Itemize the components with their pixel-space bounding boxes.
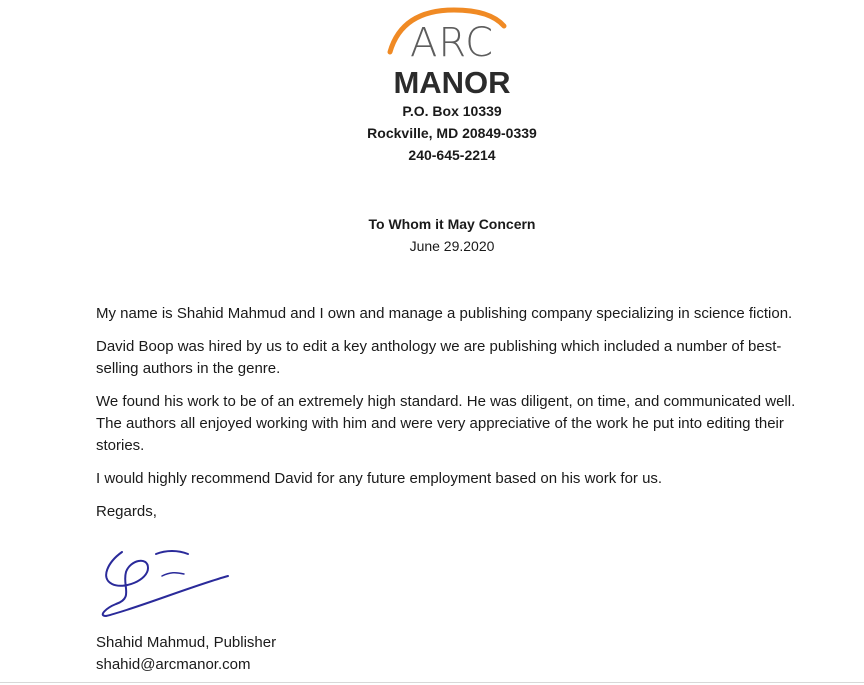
page-bottom-divider [0,682,864,683]
letter-body [96,303,816,534]
phone-number: 240-645-2214 [408,147,496,163]
letter-heading: To Whom it May Concern [368,216,536,232]
paragraph-recommendation: I would highly recommend David for any future employment based on his work for us. [96,470,663,487]
address-line-2: Rockville, MD 20849-0339 [367,125,537,141]
signoff-block [96,632,276,676]
logo-arc-text: ARC [409,20,495,66]
logo-manor-text: MANOR [393,65,511,100]
signer-email: shahid@arcmanor.com [96,656,251,673]
arc-manor-logo [372,4,532,100]
letterhead [0,0,864,166]
paragraph-hire: David Boop was hired by us to edit a key anthology we are publishing which included a number of best-selling authors in the genre. [96,338,782,377]
address-line-1: P.O. Box 10339 [402,103,502,119]
signer-name-title: Shahid Mahmud, Publisher [96,634,277,651]
handwritten-signature [92,540,242,625]
paragraph-intro: My name is Shahid Mahmud and I own and manage a publishing company specializing in science fiction. [96,305,793,322]
paragraph-regards: Regards, [96,503,157,520]
address-block [0,100,864,166]
letter-date: June 29.2020 [409,238,495,254]
salutation-block [0,213,864,257]
paragraph-quality: We found his work to be of an extremely high standard. He was diligent, on time, and communicated well. The authors all enjoyed working with him and were very appreciative of the work he put into editing their stories. [96,393,796,454]
